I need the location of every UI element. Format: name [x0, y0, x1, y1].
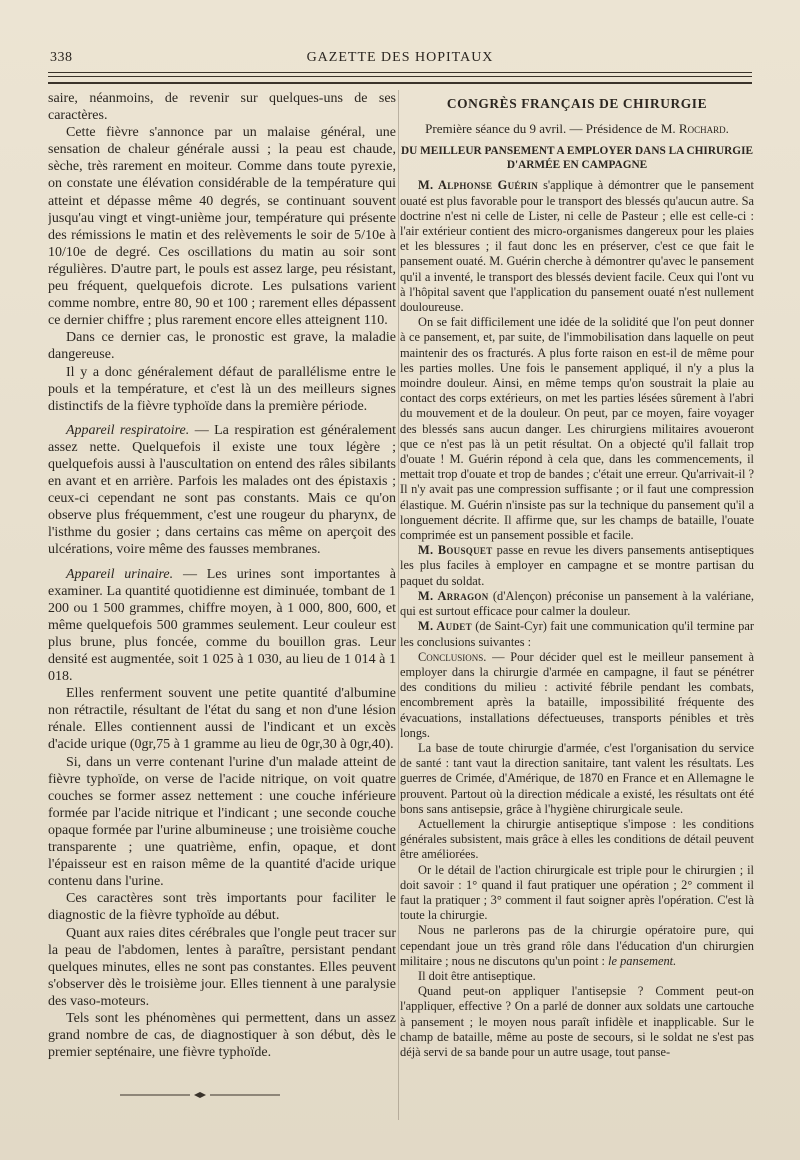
page-number: 338	[50, 50, 73, 65]
paragraph-guerin	[400, 178, 754, 315]
respiratory-text: — La respiration est généralement assez nette. Quelquefois il existe une toux légère ; quelquefois aussi à l'auscultation on entend des râles sibilants en avant et en arrière. Parfois les malades ont des épistaxis ; ceux-ci cependant ne sont pas constants. Mais ce qu'on observe plus fréquemment, c'est une rougeur du pharynx, de l'isthme du gosier ; dans certains cas même on aperçoit des ulcérations, voire même des fausses membranes.	[48, 422, 396, 558]
paragraph-text: — Pour décider quel est le meilleur pansement à employer dans la chirurgie d'armée en campagne, il faut se pénétrer des conditions du milieu : activité fébrile pendant les combats, encombrement après la bataille, impossibilité fréquente des évacuations, installations défectueuses, transports pénibles et très longs.	[400, 649, 754, 740]
left-column	[48, 90, 396, 1125]
paragraph-bousquet	[400, 543, 754, 589]
paragraph: Il doit être antiseptique.	[418, 968, 536, 983]
paragraph: Cette fièvre s'annonce par un malaise général, une sensation de chaleur générale aussi ; la peau est chaude, sèche, très rarement en moiteur. Comme dans toute pyrexie, on constate une élévation considérable de la température qui atteint et dépasse même 40 degrés, se continuant souvent jusqu'au vingt et vingt-unième jour, température qui présente des rémissions le matin et des relèvements le soir de 5/10e à 10/10e de degré. Ces oscillations du matin au soir sont régulières. D'autre part, le pouls est assez large, peu résistant, peu fréquent, quelquefois dicrote. Les pulsations varient comme nombre, entre 80, 90 et 100 ; rarement elles dépassent ce dernier chiffre ; plus rarement encore elles atteignent 110.	[48, 125, 396, 329]
paragraph: Quand peut-on appliquer l'antisepsie ? Comment peut-on l'appliquer, effective ? On a parlé de donner aux soldats une cartouche à pansement ; le moyen nous paraît infidèle et inapplicable. Sur le champ de bataille, même au poste de secours, si le soldat ne s'est pas déjà servi de sa bande pour un autre usage, tout panse-	[400, 984, 754, 1059]
speaker-name: M. Arragon	[418, 588, 489, 603]
paragraph-text: (de Saint-Cyr) fait une communication qu'il termine par les conclusions suivantes :	[400, 619, 754, 649]
speaker-name: M. Alphonse Guérin	[418, 178, 539, 193]
paragraph-arragon	[400, 589, 754, 619]
paragraph-text: Nous ne parlerons pas de la chirurgie opératoire pure, qui cependant joue un très grand rôle dans l'éducation d'un chirurgien militaire ; nous ne discutons qu'un point :	[400, 923, 754, 968]
paragraph-text: s'applique à démontrer que le pansement ouaté est plus favorable pour le transport des blessés qu'aucun autre. Sa doctrine n'est ni celle de Lister, ni celle de Pasteur ; elle est celle-ci : l'air extérieur contient des micro-organismes dangereux pour les plaies et les blessures ; il faut donc les en préserver, c'est ce que fait le pansement ouaté. M. Guérin cherche à démontrer qu'avec le pansement qu'il a inventé, le transport des blessés devient facile. Ceux qui l'ont vu à l'hôpital savent que l'application du pansement ouaté n'est nullement douloureuse.	[400, 178, 754, 315]
journal-title: GAZETTE DES HOPITAUX	[306, 50, 494, 65]
header-rule-thick	[48, 82, 752, 84]
paragraph: Tels sont les phénomènes qui permettent, dans un assez grand nombre de cas, de diagnostiquer à son début, dès le premier septénaire, une fièvre typhoïde.	[48, 1010, 396, 1061]
speaker-name: M. Audet	[418, 619, 472, 634]
paragraph-text: passe en revue les divers pansements antiseptiques les plus faciles à employer en campagne et se montre partisan du paquet du soldat.	[400, 543, 754, 588]
paragraph-pansement	[400, 923, 754, 969]
emphasis: le pansement.	[608, 953, 677, 968]
section-title: CONGRÈS FRANÇAIS DE CHIRURGIE	[446, 96, 708, 111]
header-rule-thin-2	[48, 76, 752, 77]
paragraph-respiratory	[48, 422, 396, 559]
section-end-ornament	[120, 1090, 280, 1100]
paragraph: Si, dans un verre contenant l'urine d'un malade atteint de fièvre typhoïde, on verse de l'acide nitrique, on voit quatre couches se former assez nettement : une couche inférieure formée par l'acide nitrique et l'indicant ; une seconde couche opaque formée par l'urine albumineuse ; une troisième couche transparente ; une quatrième, enfin, opaque, et dont l'épaisseur est en raison même de la quantité d'acide urique contenu dans l'urine.	[48, 754, 396, 890]
paragraph: Ces caractères sont très importants pour faciliter le diagnostic de la fièvre typhoïde au début.	[48, 891, 396, 924]
paragraph-conclusions	[400, 650, 754, 741]
paragraph-urinary	[48, 566, 396, 686]
respiratory-heading: Appareil respiratoire.	[66, 422, 190, 438]
paragraph: Il y a donc généralement défaut de parallélisme entre le pouls et la température, et c'est là un des meilleurs signes distinctifs de la fièvre typhoïde dans la première période.	[48, 364, 396, 414]
meeting-text: Première séance du 9 avril. — Présidence de M.	[425, 121, 679, 137]
urinary-heading: Appareil urinaire.	[66, 566, 174, 582]
header-rule-thin	[48, 72, 752, 73]
article-subtitle: DU MEILLEUR PANSEMENT A EMPLOYER DANS LA CHIRURGIE D'ARMÉE EN CAMPAGNE	[400, 145, 754, 172]
speaker-name: M. Bousquet	[418, 543, 493, 558]
paragraph: Elles renferment souvent une petite quantité d'albumine non rétractile, résultant de l'état du sang et non d'une lésion rénale. Elles contiennent aussi de l'indicant et un excès d'acide urique (0gr,75 à 1 gramme au lieu de 0gr,30 à 0gr,40).	[48, 686, 396, 753]
column-divider	[398, 90, 399, 1120]
page-header	[48, 50, 752, 68]
right-column	[400, 90, 754, 1130]
paragraph: Or le détail de l'action chirurgicale est triple pour le chirurgien ; il doit savoir : 1° quand il faut pratiquer une opération ; 2° comment il faut la pratiquer ; 3° comment il faut soigner après l'opération. C'est là toute la chirurgie.	[400, 862, 754, 923]
meeting-president: Rochard.	[678, 121, 729, 137]
paragraph: La base de toute chirurgie d'armée, c'est l'organisation du service de santé : tant vaut la direction sanitaire, tant valent les résultats. Les guerres de Crimée, d'Amérique, de 1870 en France et en Allemagne le prouvent. Partout où la direction médicale a existé, les résultats ont été bons sans antisepsie, grâce à l'hygiène chirurgicale seule.	[400, 740, 754, 816]
paragraph-audet	[400, 619, 754, 649]
paragraph: saire, néanmoins, de revenir sur quelques-uns de ses caractères.	[48, 91, 396, 124]
urinary-text: — Les urines sont importantes à examiner. La quantité quotidienne est diminuée, tombant de 1 200 ou 1 500 grammes, chiffre moyen, à 1 000, 800, 600, et même quelquefois 500 grammes seulement. Leur couleur est plus brune, plus foncée, comme du bouillon gras. Leur densité est augmentée, soit 1 025 à 1 030, au lieu de 1 014 à 1 018.	[48, 566, 396, 685]
conclusions-label: Conclusions.	[418, 649, 487, 664]
paragraph: Actuellement la chirurgie antiseptique s'impose : les conditions générales subsistent, mais grâce à elles les conditions de détail peuvent être améliorées.	[400, 816, 754, 862]
paragraph: Quant aux raies dites cérébrales que l'ongle peut tracer sur la peau de l'abdomen, lentes à paraître, persistant pendant quelques minutes, elles ne sont pas constantes. Elles peuvent s'observer dès le troisième jour. Elles tiennent à une paralysie des vaso-moteurs.	[48, 925, 396, 1009]
paragraph-text: (d'Alençon) préconise un pansement à la valériane, qui est surtout efficace pour calmer la douleur.	[400, 588, 754, 619]
meeting-line	[400, 121, 754, 136]
paragraph: On se fait difficilement une idée de la solidité que l'on peut donner à ce pansement, et, par suite, de l'immobilisation dans laquelle on peut maintenir des os fracturés. A plus forte raison en est-il de même pour les parties molles. Une fois le pansement appliqué, il n'y a plus la moindre douleur. Ainsi, en même temps qu'on soustrait la plaie au contact des corps extérieurs, on met les parties lésées sûrement à l'abri du mouvement et de la douleur. On peut, par ce moyen, faire voyager des blessés sans aucun danger. Les chirurgiens militaires avoueront que ce n'est pas là un petit résultat. On a objecté qu'il fallait trop d'ouate ! M. Guérin répond à cela que, dans les commencements, il mettait trop d'ouate et trop de bandes ; c'était une erreur. Qu'arrivait-il ? Il n'y avait pas une compression suffisante ; or il faut une compression élastique. M. Guérin n'insiste pas sur la technique du pansement qu'il a longuement décrite. Il affirme que, sur les champs de bataille, l'ouate comprimée est un pansement possible et facile.	[400, 315, 754, 543]
paragraph: Dans ce dernier cas, le pronostic est grave, la maladie dangereuse.	[48, 330, 396, 363]
